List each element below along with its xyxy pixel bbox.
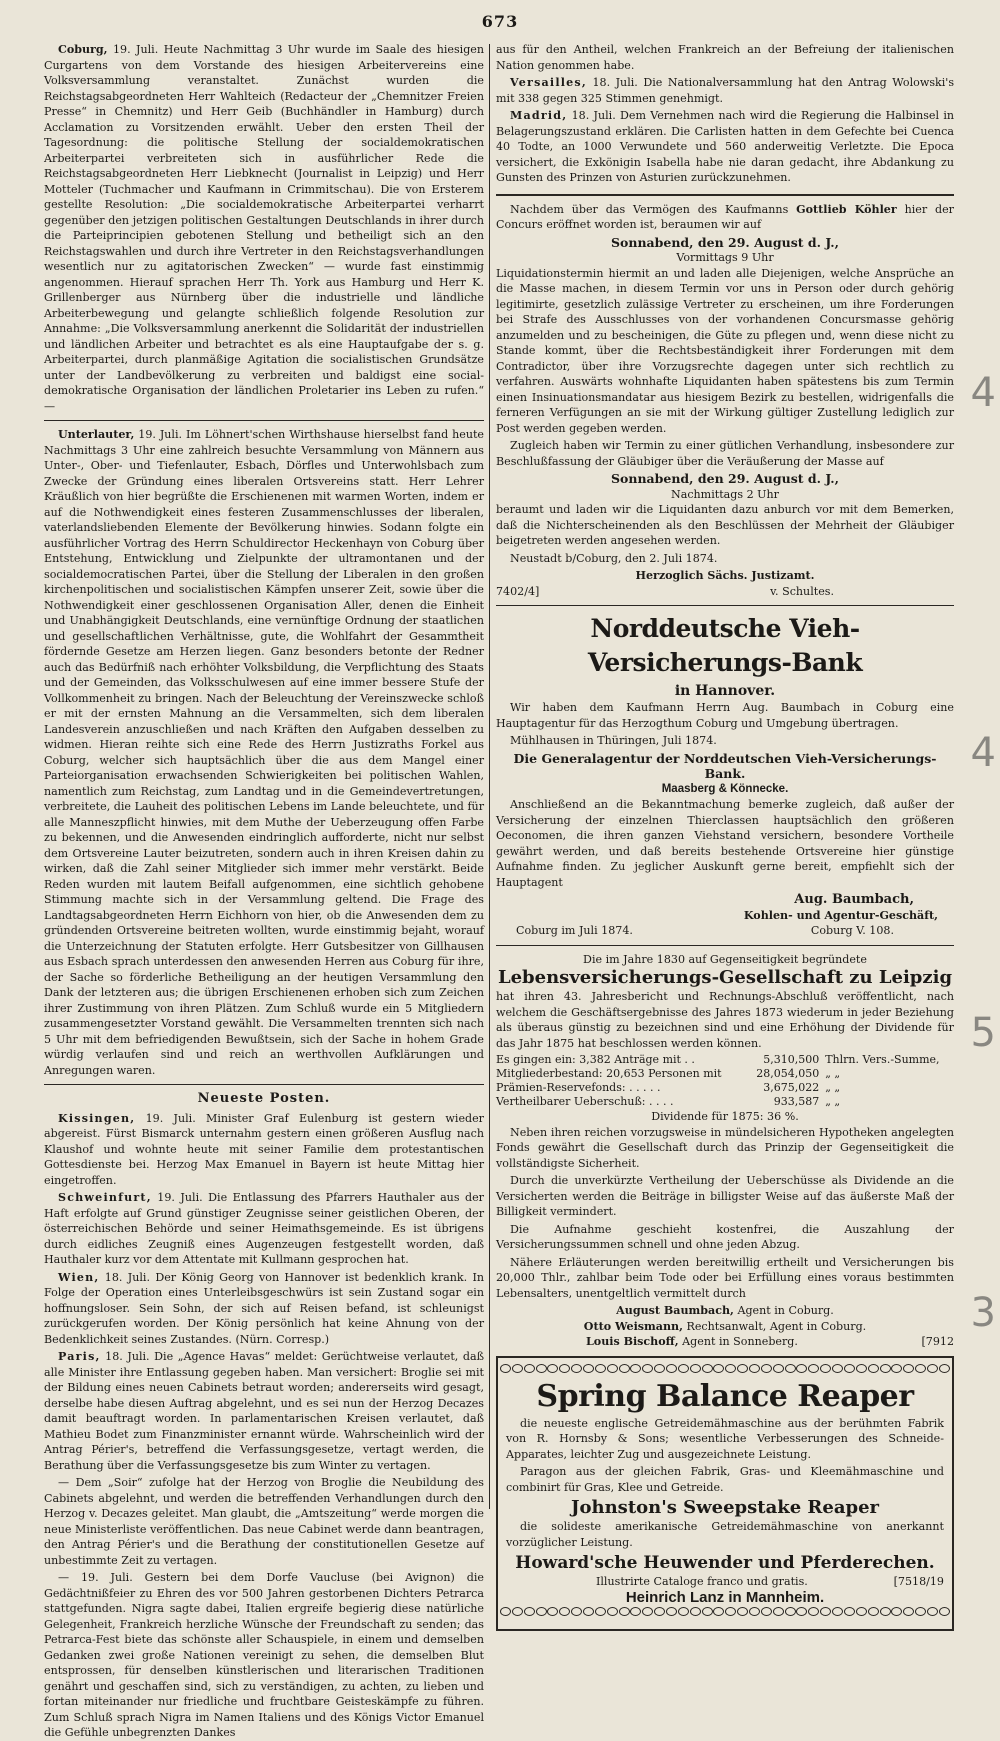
chain-link-ornament xyxy=(903,1607,914,1616)
chain-link-ornament xyxy=(844,1364,855,1373)
chain-link-ornament xyxy=(666,1607,677,1616)
article-unterlauter-place: Unterlauter, xyxy=(58,428,135,441)
ad-vieh-place-date: Mühlhausen in Thüringen, Juli 1874. xyxy=(510,734,717,747)
notice-intro-text: Nachdem über das Vermögen des Kaufmanns xyxy=(510,202,789,216)
ad-vieh-subtitle: in Hannover. xyxy=(674,683,776,699)
chain-link-ornament xyxy=(808,1364,819,1373)
ad-reaper xyxy=(496,1356,954,1632)
chain-link-ornament xyxy=(690,1607,701,1616)
ad-leben-figures-table xyxy=(496,1053,954,1109)
chain-link-ornament xyxy=(749,1607,760,1616)
table-cell-label: Vertheilbarer Ueberschuß: . . . . xyxy=(496,1095,674,1108)
ad-reaper-catalog: Illustrirte Cataloge franco und gratis. xyxy=(596,1575,808,1588)
ad-reaper-text-1: die neueste englische Getreidemähmaschine aus der berühmten Fabrik von R. Hornsby & Sons; wesentliche Verbesserungen des Schneide-Apparates, leichter Zug und ausgezeichnete Leistung. xyxy=(506,1416,944,1461)
chain-link-ornament xyxy=(559,1364,570,1373)
ad-vieh-left-foot: Coburg im Juli 1874. xyxy=(516,924,633,937)
table-cell-unit: Thlrn. Vers.-Summe, xyxy=(825,1053,940,1066)
table-cell-label: Prämien-Reservefonds: . . . . . xyxy=(496,1081,661,1094)
ad-leben-text-4: Die Aufnahme geschieht kostenfrei, die Auszahlung der Versicherungssummen schnell und ohne jeden Abzug. xyxy=(496,1222,954,1251)
chain-link-ornament xyxy=(915,1364,926,1373)
news-item-text: Gestern bei dem Dorfe Vaucluse (bei Avignon) die Gedächtnißfeier zu Ehren des vor 500 Jahren gestorbenen Dichters Petrarca stattgefunden. Nigra sagte dabei, Italien ergreife begierig diese natürliche Gelegenheit, Frankreich herzliche Wünsche der Freundschaft zu senden; das Petrarca-Fest biete das schönste aller Schauspiele, in einem und demselben Gedanken zwei große Nationen vereinigt zu sehen, die demselben Blut entsprossen, für denselben künstlerischen und literarischen Traditionen genährt und geschaffen sind, sich zu verständigen, zu achten, zu lieben und fortan miteinander nur friedliche und fruchtbare Geisteskämpfe zu führen. Zum Schluß sprach Nigra im Namen Italiens und des Königs Victor Emanuel die Gefühle unbegrenzten Dankes xyxy=(44,1571,484,1739)
article-coburg xyxy=(44,42,484,414)
news-item xyxy=(44,1190,484,1268)
ad-leben-reference: [7912 xyxy=(921,1335,954,1348)
notice-footer xyxy=(496,584,954,600)
chain-link-ornament xyxy=(868,1364,879,1373)
chain-link-ornament xyxy=(571,1364,582,1373)
ad-vieh-versicherung xyxy=(496,612,954,939)
notice-signer: v. Schultes. xyxy=(770,584,834,598)
court-notice xyxy=(496,202,954,600)
chain-link-ornament xyxy=(607,1364,618,1373)
chain-link-ornament xyxy=(690,1364,701,1373)
news-heading: Neueste Posten. xyxy=(197,1091,331,1106)
news-item-place: Versailles, xyxy=(510,76,587,89)
news-item-text: Der König Georg von Hannover ist bedenklich krank. In Folge der Operation eines Unterleibsgeschwürs ist sein Zustand sogar ein hoffnungsloser. Sein Sohn, der sich auf Reisen befand, ist schleunigst zurückgerufen worden. Der König persönlich hat keine Ahnung von der Bedenklichkeit seines Zustandes. (Nürn. Corresp.) xyxy=(44,1270,484,1346)
chain-link-ornament xyxy=(749,1364,760,1373)
chain-link-ornament xyxy=(559,1607,570,1616)
ad-leben-agent xyxy=(496,1303,954,1319)
continued-text: aus für den Antheil, welchen Frankreich an der Befreiung der italienischen Nation genommen habe. xyxy=(496,43,954,72)
chain-link-ornament xyxy=(512,1607,523,1616)
chain-border-bottom xyxy=(500,1607,950,1619)
margin-pencil-mark: 4 xyxy=(970,370,996,416)
chain-link-ornament xyxy=(785,1607,796,1616)
article-coburg-place: Coburg, xyxy=(58,43,108,56)
chain-link-ornament xyxy=(666,1364,677,1373)
news-item xyxy=(44,1111,484,1189)
chain-link-ornament xyxy=(915,1607,926,1616)
notice-time-2: Nachmittags 2 Uhr xyxy=(671,487,779,501)
news-item xyxy=(44,1270,484,1348)
chain-link-ornament xyxy=(820,1607,831,1616)
notice-body-2: Zugleich haben wir Termin zu einer gütlichen Verhandlung, insbesondere zur Beschlußfassung der Gläubiger über die Veräußerung der Masse auf xyxy=(496,439,954,468)
chain-link-ornament xyxy=(868,1607,879,1616)
ad-vieh-text-1: Wir haben dem Kaufmann Herrn Aug. Baumbach in Coburg eine Hauptagentur für das Herzogthum Coburg und Umgebung übertragen. xyxy=(496,701,954,730)
table-cell-unit: „ „ xyxy=(825,1095,841,1108)
margin-pencil-mark: 3 xyxy=(970,1290,996,1336)
news-item-date: 18. Juli. xyxy=(592,76,638,89)
chain-link-ornament xyxy=(927,1607,938,1616)
news-item-text: Die Nationalversammlung hat den Antrag Wolowski's mit 338 gegen 325 Stimmen genehmigt. xyxy=(496,76,955,105)
chain-link-ornament xyxy=(796,1364,807,1373)
chain-link-ornament xyxy=(891,1364,902,1373)
ad-leben-text-5: Nähere Erläuterungen werden bereitwillig ertheilt und Versicherungen bis 20,000 Thlr., zahlbar beim Tode oder bei Erfüllung eines voraus bestimmten Lebensalters, unentgeltlich vermittelt durch xyxy=(496,1255,954,1300)
notice-time-1: Vormittags 9 Uhr xyxy=(676,251,774,264)
article-coburg-date: 19. Juli. xyxy=(112,43,159,56)
news-item-date: 18. Juli. xyxy=(571,109,616,122)
chain-link-ornament xyxy=(725,1364,736,1373)
ad-vieh-text-2: Anschließend an die Bekanntmachung bemerke zugleich, daß außer der Versicherung der einzelnen Thierclassen hauptsächlich den größeren Oeconomen, die ihren ganzen Viehstand versichern, besondere Vortheile gewährt werden, und daß bereits bestehende Ortsvereine hier günstige Aufnahme finden. Zu jeglicher Auskunft gerne bereit, empfiehlt sich der Hauptagent xyxy=(496,798,954,889)
chain-link-ornament xyxy=(678,1364,689,1373)
ad-vieh-title: Norddeutsche Vieh-Versicherungs-Bank xyxy=(587,614,863,677)
ad-lebensversicherung xyxy=(496,952,954,1350)
ad-divider xyxy=(496,945,954,946)
chain-link-ornament xyxy=(856,1607,867,1616)
chain-link-ornament xyxy=(630,1607,641,1616)
chain-link-ornament xyxy=(903,1364,914,1373)
article-divider xyxy=(44,420,484,421)
ad-leben-agent xyxy=(496,1319,954,1335)
table-cell-value: 5,310,500 xyxy=(763,1053,820,1066)
news-item-date: 19. Juli. xyxy=(157,1191,203,1204)
table-cell-value: 3,675,022 xyxy=(763,1081,820,1094)
left-column xyxy=(44,42,485,1739)
table-row xyxy=(496,1095,954,1109)
chain-link-ornament xyxy=(500,1607,511,1616)
notice-reference: 7402/4] xyxy=(496,584,540,598)
chain-link-ornament xyxy=(880,1364,891,1373)
chain-link-ornament xyxy=(583,1364,594,1373)
notice-date-2: Sonnabend, den 29. August d. J., xyxy=(611,471,839,486)
chain-link-ornament xyxy=(725,1607,736,1616)
ad-leben-text-2: Neben ihren reichen vorzugsweise in mündelsicheren Hypotheken angelegten Fonds gewährt die Gesellschaft durch das Prinzip der Gegenseitigkeit die vollständigste Sicherheit. xyxy=(496,1125,954,1170)
page-number: 673 xyxy=(481,12,519,31)
chain-link-ornament xyxy=(939,1364,950,1373)
ad-leben-agent-role: Agent in Sonneberg. xyxy=(682,1335,798,1348)
notice-body-3: beraumt und laden wir die Liquidanten dazu anburch vor mit dem Bemerken, daß die Nichterscheinenden als den Beschlüssen der Mehrheit der Gläubiger beigetreten werden angesehen werden. xyxy=(496,503,954,547)
ad-leben-agent-row xyxy=(496,1334,954,1350)
chain-link-ornament xyxy=(500,1364,511,1373)
chain-link-ornament xyxy=(654,1364,665,1373)
chain-link-ornament xyxy=(832,1607,843,1616)
chain-link-ornament xyxy=(524,1607,535,1616)
column-divider xyxy=(489,44,490,1509)
news-item-place: — Dem „Soir“ xyxy=(58,1476,143,1489)
chain-link-ornament xyxy=(737,1607,748,1616)
chain-link-ornament xyxy=(832,1364,843,1373)
chain-link-ornament xyxy=(713,1607,724,1616)
ad-vieh-right-foot: Coburg V. 108. xyxy=(810,924,894,937)
ad-leben-agent-name: August Baumbach, xyxy=(616,1304,734,1317)
article-divider xyxy=(44,1084,484,1085)
chain-link-ornament xyxy=(856,1364,867,1373)
chain-link-ornament xyxy=(583,1607,594,1616)
news-item-place: — 19. Juli. xyxy=(58,1571,133,1584)
notice-place-date: Neustadt b/Coburg, den 2. Juli 1874. xyxy=(510,551,718,565)
table-row xyxy=(496,1081,954,1095)
news-item-place: Kissingen, xyxy=(58,1111,136,1125)
news-item-place: Madrid, xyxy=(510,109,568,122)
article-coburg-text: Heute Nachmittag 3 Uhr wurde im Saale des hiesigen Curgartens von dem Vorstande des hiesigen Arbeitervereins eine Volksversammlung veranstaltet. Zunächst wurden die Reichstagsabgeordneten Herr Wahlteich (Redacteur der „Chemnitzer Freien Presse“ in Chemnitz) und Herr Geib (Buchhändler in Hamburg) durch Acclamation zu Vorsitzenden erwählt. Ueber den ersten Theil der Tagesordnung: die politische Stellung der socialdemokratischen Arbeiterpartei verbreiteten sich in ausführlicher Rede die Reichstagsabgeordneten Herr Liebknecht (Journalist in Leipzig) und Herr Motteler (Tuchmacher und Kaufmann in Crimmitschau). Die von Ersterem gestellte Resolution: „Die socialdemokratische Arbeiterpartei verharrt gegenüber den jetzigen politischen Gestaltungen Deutschlands in ihrer durch die Parteiprincipien gebotenen Stellung und betheiligt sich an den Reichstagswahlen und durch ihre Vertreter in den Reichstagsverhandlungen wesentlich nur zu agitatorischen Zwecken“ — wurde fast einstimmig angenommen. Hierauf sprachen Herr Th. York aus Hamburg und Herr K. Grillenberger aus Nürnberg über die industrielle und ländliche Arbeiterbewegung und gelangte schließlich folgende Resolution zur Annahme: „Die Volksversammlung anerkennt die Solidarität der industriellen und ländlichen Arbeiter und betrachtet es als eine Hauptaufgabe der s. g. Arbeiterpartei, durch planmäßige Agitation die socialistischen Grundsätze unter der Landbevölkerung zu verbreiten und baldigst eine social-demokratische Organisation der ländlichen Proletarier ins Leben zu rufen.“ — xyxy=(44,43,485,413)
notice-office: Herzoglich Sächs. Justizamt. xyxy=(635,569,815,582)
news-item xyxy=(44,1349,484,1473)
chain-link-ornament xyxy=(761,1607,772,1616)
chain-link-ornament xyxy=(547,1364,558,1373)
chain-link-ornament xyxy=(619,1364,630,1373)
chain-link-ornament xyxy=(927,1364,938,1373)
ad-leben-text-1: hat ihren 43. Jahresbericht und Rechnungs-Abschluß veröffentlicht, nach welchem die Geschäftsergebnisse des Jahres 1873 wiederum in jeder Beziehung als überaus günstig zu bezeichnen sind und eine Erhöhung der Dividende für das Jahr 1875 hat beschlossen werden können. xyxy=(496,990,954,1050)
ad-vieh-agent: Aug. Baumbach, xyxy=(794,892,914,907)
notice-body-1: Liquidationstermin hiermit an und laden alle Diejenigen, welche Ansprüche an die Masse machen, in diesem Termin vor uns in Person oder durch gehörig legitimirte, gesetzlich zulässige Vertreter zu erscheinen, um ihre Forderungen bei Strafe des Ausschlusses von der vorhandenen Concursmasse gehörig anzumelden und zu bescheinigen, die Güte zu pflegen und, wenn diese nicht zu Stande kommt, über die Rechtsbeständigkeit ihrer Forderungen mit dem Contradictor, über ihre Vorzugsrechte dagegen unter sich rechtlich zu verfahren. Auswärts wohnhafte Liquidanten haben spätestens bis zum Termin einen Insinuationsmandatar aus hiesigem Bezirk zu bestellen, widrigenfalls die ferneren Verfügungen an sie mit der Wirkung gültiger Zustellung lediglich zur Post werden gegeben werden. xyxy=(496,266,954,435)
news-item-text: Die „Agence Havas“ meldet: Gerüchtweise verlautet, daß alle Minister ihre Entlassung gegeben haben. Man versichert: Broglie sei mit der Bildung eines neuen Cabinets betraut worden; andererseits wird gesagt, derselbe habe diesen Auftrag abgelehnt, und es sei nun der Herzog Decazes damit beauftragt worden. In parlamentarischen Kreisen verlautet, daß Mathieu Bodet zum Finanzminister ernannt würde. Wahrscheinlich wird der Antrag Périer's, betreffend die Verfassungsgesetze, vertagt werden, die Berathung über die Verfassungsgesetze bis zum Winter zu vertagen. xyxy=(44,1350,485,1472)
table-row xyxy=(496,1067,954,1081)
chain-link-ornament xyxy=(702,1607,713,1616)
chain-link-ornament xyxy=(595,1364,606,1373)
ad-reaper-title-3: Howard'sche Heuwender und Pferderechen. xyxy=(515,1553,935,1573)
chain-link-ornament xyxy=(654,1607,665,1616)
ad-leben-title: Lebensversicherungs-Gesellschaft zu Leipzig xyxy=(497,967,953,988)
ad-reaper-title: Spring Balance Reaper xyxy=(536,1378,914,1414)
chain-link-ornament xyxy=(571,1607,582,1616)
news-item-place: Schweinfurt, xyxy=(58,1191,152,1204)
chain-link-ornament xyxy=(844,1607,855,1616)
chain-link-ornament xyxy=(630,1364,641,1373)
notice-debtor-name: Gottlieb Köhler xyxy=(796,202,897,216)
ad-reaper-reference: [7518/19 xyxy=(893,1575,944,1588)
table-cell-unit: „ „ xyxy=(825,1067,841,1080)
article-unterlauter-text: Im Löhnert'schen Wirthshause hierselbst fand heute Nachmittags 3 Uhr eine zahlreich besuchte Versammlung von Männern aus Unter-, Ober- und Tiefenlauter, Esbach, Dörfles und Unterwohlsbach zum Zwecke der Gründung eines liberalen Ortsvereins statt. Herr Lehrer Kräußlich von hier begrüßte die Erschienenen mit warmen Worten, indem er auf die Nothwendigkeit eines festeren Zusammenschlusses der liberalen, vaterlandsliebenden Elemente der Bevölkerung hinwies. Sodann folgte ein ausführlicher Vortrag des Herrn Schuldirector Heckenhayn von Coburg über Entstehung, Entwicklung und Zielpunkte der ultramontanen und der socialdemocratischen Partei, über die Stellung der Liberalen in den großen kirchenpolitischen und socialistischen Kämpfen unserer Zeit, sowie über die Nothwendigkeit einer geschlossenen Organisation Aller, denen die Einheit und Unabhängigkeit Deutschlands, eine vernünftige Ordnung der staatlichen und gesellschaftlichen Verhältnisse, gute, die Wohlfahrt der Gesammtheit fördernde Gesetze am Herzen liegen. Ganz besonders betonte der Redner auch das Bedürfniß nach erhöhter Volksbildung, die Verpflichtung des Staats und der Gemeinden, das Volksschulwesen auf eine immer bessere Stufe der Vollkommenheit zu bringen. Nach der Beleuchtung der Vereinszwecke schloß er mit der ernsten Mahnung an die Versammelten, sich dem liberalen Landesverein anzuschließen und nach Kräften den Aufgaben desselben zu widmen. Hieran reihte sich eine Rede des Herrn Justizraths Forkel aus Coburg, welcher sich hauptsächlich über die aus dem Mangel einer Parteiorganisation erwachsenden Schwierigkeiten bei politischen Wahlen, namentlich zum Reichstag, zum Landtag und in die Gemeindevertretungen, verbreitete, die Lauheit des politischen Lebens im Lande beleuchtete, und für alle Manneszpflicht hinwies, mit dem Muthe der Ueberzeugung offen Farbe zu bekennen, und die Anwesenden eindringlich aufforderte, nicht nur selbst dem Ortsvereine Lauter beizutreten, sondern auch in ihren Kreisen dahin zu wirken, daß die Zahl seiner Mitglieder sich immer mehr verstärkt. Beide Reden wurden mit lautem Beifall aufgenommen, eine sichtlich gehobene Stimmung machte sich in der Versammlung geltend. Die Frage des Landtagsabgeordneten Herrn Eichhorn von hier, ob die Anwesenden dem zu gründenden Ortsvereine beitreten wollten, wurde einstimmig bejaht, worauf die Unterzeichnung der Statuten erfolgte. Herr Gutsbesitzer von Gillhausen aus Esbach sprach unterdessen den anwesenden Herren aus Coburg für ihre, der Sache so förderliche Betheiligung an der heutigen Versammlung den Dank der letzteren aus; die übrigen Erschienenen erhoben sich zum Zeichen ihrer Zustimmung von ihren Plätzen. Zum Schluß wurde ein 5 Mitgliedern zusammengesetzter Vorstand gewählt. Die Versammelten trennten sich nach 5 Uhr mit dem befriedigenden Bewußtsein, sich der Sache in hohem Grade würdig verlaufen sind und reich an werthvollen Aufklärungen und Anregungen waren. xyxy=(44,428,485,1077)
chain-link-ornament xyxy=(939,1607,950,1616)
ad-reaper-paragon: Paragon aus der gleichen Fabrik, Gras- und Kleemähmaschine und combinirt für Gras, Klee und Getreide. xyxy=(506,1465,944,1494)
ad-leben-agent xyxy=(496,1334,798,1350)
right-column xyxy=(496,42,955,1606)
news-item-text: zufolge hat der Herzog von Broglie die Neubildung des Cabinets abgelehnt, und werden die betreffenden Verhandlungen durch den Herzog v. Decazes geleitet. Man glaubt, die „Amtszeitung“ werde morgen die neue Ministerliste veröffentlichen. Das neue Cabinet werde dann beantragen, den Antrag Périer's und die Berathung der constitutionellen Gesetze auf unbestimmte Zeit zu vertagen. xyxy=(44,1476,484,1567)
chain-link-ornament xyxy=(619,1607,630,1616)
chain-link-ornament xyxy=(702,1364,713,1373)
news-item-text: Die Entlassung des Pfarrers Hauthaler aus der Haft erfolgte auf Grund günstiger Zeugnisse seiner geistlichen Oberen, der österreichischen Behörde und seiner Heimathsgemeinde. Es ist übrigens durch eidliches Zeugniß eines Augenzeugen festgestellt worden, daß Hauthaler kurz vor dem Attentate mit Kullmann gesprochen hat. xyxy=(44,1191,484,1266)
news-item-date: 19. Juli. xyxy=(145,1111,196,1125)
chain-link-ornament xyxy=(642,1364,653,1373)
chain-link-ornament xyxy=(595,1607,606,1616)
chain-link-ornament xyxy=(761,1364,772,1373)
chain-link-ornament xyxy=(773,1607,784,1616)
news-item xyxy=(44,1475,484,1568)
ad-leben-text-3: Durch die unverkürzte Vertheilung der Ueberschüsse als Dividende an die Versicherten werden die Beiträge in billigster Weise auf das äußerste Maß der Billigkeit vermindert. xyxy=(496,1174,954,1218)
news-item xyxy=(44,1570,484,1741)
ad-divider xyxy=(496,605,954,606)
ad-leben-founded: Die im Jahre 1830 auf Gegenseitigkeit begründete xyxy=(583,952,867,966)
table-cell-label: Es gingen ein: 3,382 Anträge mit . . xyxy=(496,1053,695,1066)
table-cell-unit: „ „ xyxy=(825,1081,841,1094)
chain-link-ornament xyxy=(773,1364,784,1373)
ad-reaper-catalog-row xyxy=(506,1574,944,1590)
ad-leben-agent-name: Louis Bischoff, xyxy=(586,1335,679,1348)
article-unterlauter-date: 19. Juli. xyxy=(138,428,183,441)
table-row xyxy=(496,1053,954,1067)
news-item-date: 18. Juli. xyxy=(105,1350,150,1363)
ad-vieh-agency: Die Generalagentur der Norddeutschen Vieh-Versicherungs-Bank. xyxy=(513,750,937,781)
chain-link-ornament xyxy=(547,1607,558,1616)
notice-intro xyxy=(496,202,954,233)
chain-link-ornament xyxy=(737,1364,748,1373)
chain-link-ornament xyxy=(796,1607,807,1616)
chain-link-ornament xyxy=(536,1364,547,1373)
ad-reaper-title-2: Johnston's Sweepstake Reaper xyxy=(570,1497,880,1518)
chain-link-ornament xyxy=(785,1364,796,1373)
margin-pencil-mark: 4 xyxy=(970,730,996,776)
chain-link-ornament xyxy=(891,1607,902,1616)
table-cell-label: Mitgliederbestand: 20,653 Personen mit xyxy=(496,1067,722,1080)
table-cell-value: 933,587 xyxy=(773,1095,820,1108)
ad-leben-agent-role: Rechtsanwalt, Agent in Coburg. xyxy=(686,1319,867,1333)
table-cell-value: 28,054,050 xyxy=(756,1067,820,1080)
ad-reaper-firm: Heinrich Lanz in Mannheim. xyxy=(625,1588,825,1606)
chain-link-ornament xyxy=(713,1364,724,1373)
chain-link-ornament xyxy=(678,1607,689,1616)
section-divider xyxy=(496,194,954,196)
article-unterlauter xyxy=(44,427,484,1078)
news-item xyxy=(496,75,954,106)
chain-link-ornament xyxy=(820,1364,831,1373)
chain-border-top xyxy=(500,1364,950,1376)
chain-link-ornament xyxy=(524,1364,535,1373)
chain-link-ornament xyxy=(536,1607,547,1616)
ad-vieh-firm: Maasberg & Könnecke. xyxy=(661,782,789,795)
news-item-place: Paris, xyxy=(58,1350,101,1363)
chain-link-ornament xyxy=(512,1364,523,1373)
chain-link-ornament xyxy=(607,1607,618,1616)
news-item xyxy=(496,108,954,186)
news-item-place: Wien, xyxy=(58,1270,100,1284)
ad-vieh-agent-firm: Kohlen- und Agentur-Geschäft, xyxy=(743,908,938,922)
notice-intro-text-2: hier der Concurs eröffnet worden ist, beraumen wir auf xyxy=(496,202,954,231)
news-item-text: Minister Graf Eulenburg ist gestern wieder abgereist. Fürst Bismarck unternahm gestern einen größeren Ausflug nach Klaushof und wohnte heute mit seiner Familie dem protestantischen Gottesdienste bei. Herzog Max Emanuel in Bayern ist heute Mittag hier eingetroffen. xyxy=(44,1111,484,1187)
ad-vieh-footer xyxy=(496,923,954,939)
chain-link-ornament xyxy=(880,1607,891,1616)
chain-link-ornament xyxy=(642,1607,653,1616)
ad-leben-dividend: Dividende für 1875: 36 %. xyxy=(651,1110,799,1123)
ad-leben-agent-role: Agent in Coburg. xyxy=(737,1304,834,1317)
news-item-text: Dem Vernehmen nach wird die Regierung die Halbinsel in Belagerungszustand erklären. Die Carlisten hatten in dem Gefechte bei Cuenca 40 Todte, an 1000 Verwundete und 560 anderweitig Verletzte. Die Epoca versichert, die Exkönigin Isabella habe nie daran gedacht, ihre Abdankung zu Gunsten des Prinzen von Asturien zurückzunehmen. xyxy=(496,109,955,184)
notice-date-1: Sonnabend, den 29. August d. J., xyxy=(611,234,839,250)
ad-leben-agent-name: Otto Weismann, xyxy=(583,1319,683,1333)
ad-reaper-text-2: die solideste amerikanische Getreidemähmaschine von anerkannt vorzüglicher Leistung. xyxy=(506,1520,944,1549)
margin-pencil-mark: 5 xyxy=(970,1010,996,1056)
chain-link-ornament xyxy=(808,1607,819,1616)
news-item-date: 18. Juli. xyxy=(104,1270,150,1284)
